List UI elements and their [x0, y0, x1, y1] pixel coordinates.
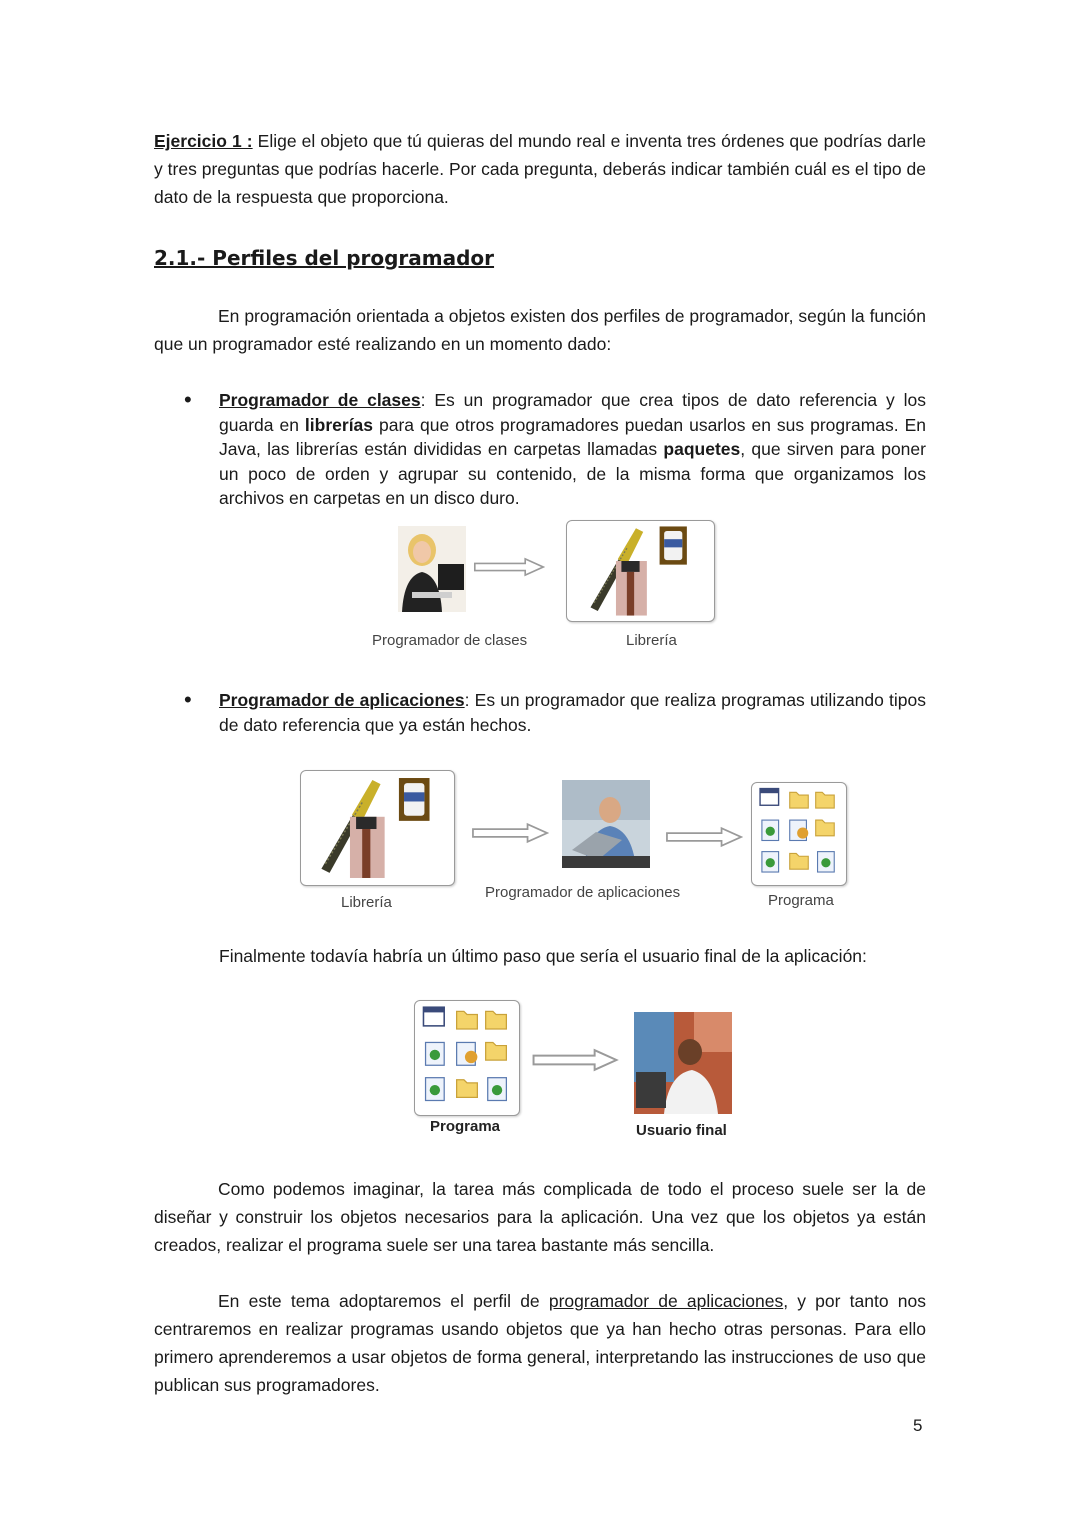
end-user-photo [634, 1012, 732, 1114]
bullet-1-text-3: , que sirven para poner un poco de orden y agrupar su contenido, de la misma forma que organizamos los archivos en carpetas en un disco duro. [219, 439, 926, 508]
library-frame-2 [300, 770, 455, 886]
caption-libreria: Librería [626, 632, 677, 649]
arrow-icon [530, 1048, 620, 1072]
library-frame [566, 520, 715, 622]
tools-icon [567, 521, 714, 621]
arrow-icon [473, 556, 545, 578]
bullet-dot-1: • [184, 387, 192, 412]
last-paragraph-text-1: En este tema adoptaremos el perfil de [218, 1291, 549, 1311]
program-files-icon [415, 1001, 519, 1115]
programador-aplicaciones-link: programador de aplicaciones [548, 1291, 784, 1311]
exercise-label: Ejercicio 1 : [154, 131, 253, 151]
arrow-icon [471, 822, 549, 844]
bullet-programador-clases [219, 388, 926, 511]
caption-programa: Programa [768, 892, 834, 909]
bullet-2-term: Programador de aplicaciones [219, 690, 465, 710]
exercise-text: Elige el objeto que tú quieras del mundo real e inventa tres órdenes que podrías darle y tres preguntas que podrías hacerle. Por cada pregunta, deberás indicar también cuál es el tipo de dato de la respuesta que proporciona. [154, 131, 926, 207]
figure-usuario-final [410, 996, 750, 1146]
final-step-paragraph: Finalmente todavía habría un último paso que sería el usuario final de la aplicación: [219, 946, 867, 966]
bullet-programador-aplicaciones [219, 688, 926, 737]
application-programmer-photo [562, 780, 650, 868]
program-files-icon [752, 783, 846, 885]
arrow-icon [665, 826, 743, 848]
program-frame-2 [414, 1000, 520, 1116]
page-number: 5 [913, 1416, 923, 1435]
bullet-1-term: Programador de clases [219, 390, 421, 410]
last-paragraph-text-2: , y por tanto nos centraremos en realizar programas usando objetos que ya han hecho otras personas. Para ello primero aprenderemos a usar objetos de forma general, interpretando las instrucciones de uso que publican sus programadores. [154, 1291, 926, 1395]
complexity-paragraph: Como podemos imaginar, la tarea más complicada de todo el proceso suele ser la de diseñar y construir los objetos necesarios para la aplicación. Una vez que los objetos ya están creados, realizar el programa suele ser una tarea bastante más sencilla. [154, 1179, 926, 1255]
caption-programador-aplicaciones: Programador de aplicaciones [485, 884, 681, 901]
caption-libreria-2: Librería [341, 894, 392, 911]
section-title: 2.1.- Perfiles del programador [154, 246, 495, 270]
figure-programador-aplicaciones [296, 768, 856, 918]
bullet-2-text: : Es un programador que realiza programas utilizando tipos de dato referencia que ya están hechos. [219, 690, 926, 735]
tools-icon [301, 771, 454, 885]
caption-usuario-final: Usuario final [636, 1122, 727, 1139]
figure-programador-clases [360, 518, 740, 658]
bullet-1-text-1: : Es un programador que crea tipos de dato referencia y los guarda en [219, 390, 927, 435]
last-paragraph [154, 1287, 926, 1399]
caption-programador-clases: Programador de clases [372, 632, 528, 649]
caption-programa-2: Programa [430, 1118, 501, 1135]
bullet-dot-2: • [184, 687, 192, 712]
class-programmer-photo [398, 526, 466, 612]
exercise-paragraph [154, 127, 926, 211]
bullet-1-bold-librerias: librerías [304, 414, 374, 435]
program-frame [751, 782, 847, 886]
intro-paragraph: En programación orientada a objetos existen dos perfiles de programador, según la función que un programador esté realizando en un momento dado: [154, 306, 926, 354]
bullet-1-bold-paquetes: paquetes [663, 439, 741, 459]
bullet-1-text-2: para que otros programadores puedan usarlos en sus programas. En Java, las librerías están divididas en carpetas llamadas [219, 414, 927, 459]
